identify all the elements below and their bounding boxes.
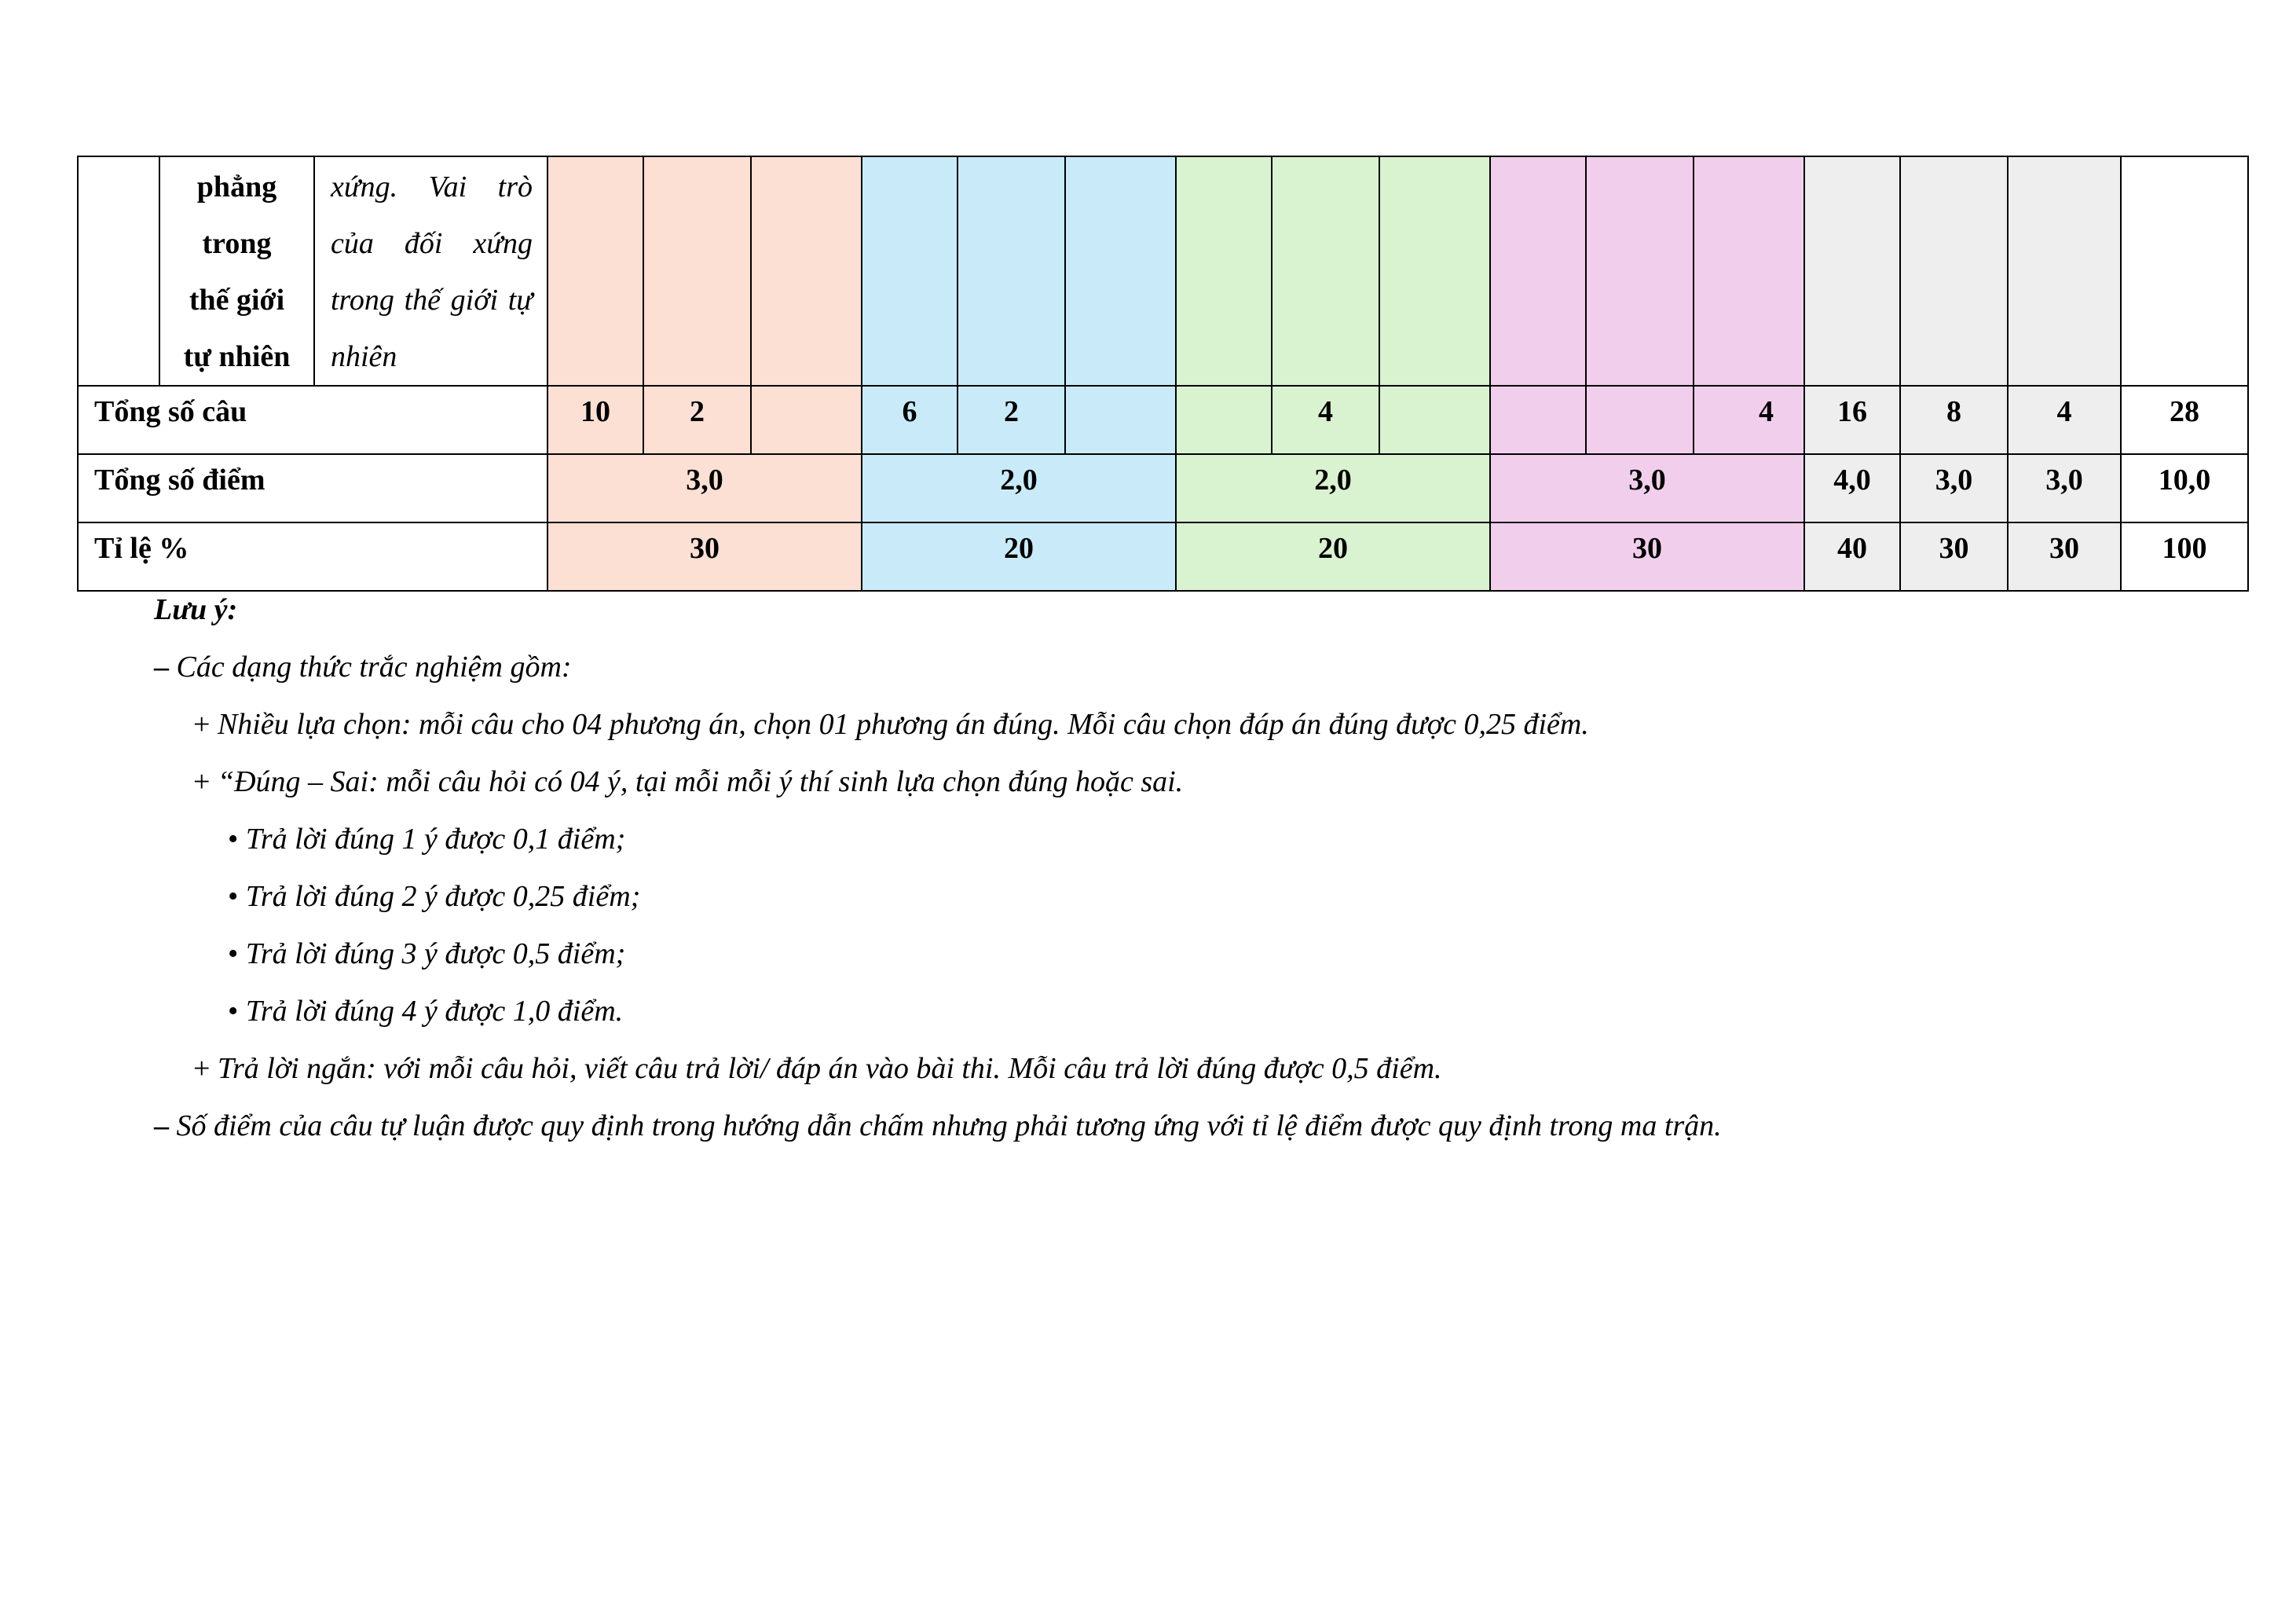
points-cell: 3,0 bbox=[2008, 454, 2121, 522]
count-cell: 28 bbox=[2121, 386, 2248, 454]
bullet-icon: • bbox=[228, 937, 239, 970]
count-cell: 4 bbox=[1694, 386, 1804, 454]
notes-title: Lưu ý: bbox=[154, 593, 238, 626]
plus-marker: + bbox=[193, 765, 211, 798]
count-cell bbox=[751, 386, 862, 454]
total-questions-row bbox=[78, 386, 2248, 454]
count-cell bbox=[1379, 386, 1490, 454]
formats-heading bbox=[154, 639, 2196, 696]
matrix-cell bbox=[1379, 156, 1490, 386]
tf-score-item bbox=[228, 868, 2196, 926]
percent-cell: 30 bbox=[1900, 522, 2008, 591]
matrix-cell bbox=[1176, 156, 1272, 386]
short-answer-text: Trả lời ngắn: với mỗi câu hỏi, viết câu trả lời/ đáp án vào bài thi. Mỗi câu trả lời đúng được 0,5 điểm. bbox=[217, 1052, 1442, 1085]
plus-marker: + bbox=[193, 708, 211, 741]
matrix-cell bbox=[1272, 156, 1379, 386]
short-answer-note bbox=[193, 1040, 2196, 1098]
bullet-icon: • bbox=[228, 995, 239, 1028]
row-label: Tỉ lệ % bbox=[78, 522, 547, 591]
points-cell: 3,0 bbox=[1900, 454, 2008, 522]
multiple-choice-note bbox=[193, 696, 2196, 753]
total-points-row bbox=[78, 454, 2248, 522]
description-cell: xứng. Vai trò của đối xứng trong thế giới tự nhiên bbox=[314, 156, 547, 386]
bullet-icon: • bbox=[228, 880, 239, 913]
matrix-cell bbox=[2121, 156, 2248, 386]
topic-cell bbox=[159, 156, 314, 386]
plus-marker: + bbox=[193, 1052, 211, 1085]
matrix-cell bbox=[1900, 156, 2008, 386]
row-label: Tổng số câu bbox=[78, 386, 547, 454]
percentage-row bbox=[78, 522, 2248, 591]
dash-marker: – bbox=[154, 651, 169, 684]
count-cell bbox=[1490, 386, 1586, 454]
count-cell: 16 bbox=[1804, 386, 1900, 454]
notes-section bbox=[154, 581, 2196, 1155]
exam-matrix-table bbox=[77, 156, 2249, 592]
dash-marker: – bbox=[154, 1109, 169, 1142]
points-cell: 4,0 bbox=[1804, 454, 1900, 522]
count-cell bbox=[1065, 386, 1176, 454]
true-false-text: “Đúng – Sai: mỗi câu hỏi có 04 ý, tại mỗi mỗi ý thí sinh lựa chọn đúng hoặc sai. bbox=[217, 765, 1184, 798]
matrix-cell bbox=[1586, 156, 1694, 386]
formats-heading-text: Các dạng thức trắc nghiệm gồm: bbox=[176, 651, 572, 684]
matrix-cell bbox=[958, 156, 1065, 386]
matrix-cell bbox=[1490, 156, 1586, 386]
points-cell: 2,0 bbox=[862, 454, 1176, 522]
matrix-cell bbox=[1694, 156, 1804, 386]
matrix-cell bbox=[2008, 156, 2121, 386]
count-cell bbox=[1176, 386, 1272, 454]
count-cell: 2 bbox=[643, 386, 751, 454]
matrix-cell bbox=[547, 156, 643, 386]
points-cell: 3,0 bbox=[1490, 454, 1804, 522]
percent-cell: 100 bbox=[2121, 522, 2248, 591]
tf-score-text: Trả lời đúng 4 ý được 1,0 điểm. bbox=[245, 995, 624, 1028]
tf-score-item bbox=[228, 983, 2196, 1040]
count-cell: 4 bbox=[2008, 386, 2121, 454]
matrix-cell bbox=[862, 156, 958, 386]
percent-cell: 40 bbox=[1804, 522, 1900, 591]
tf-score-text: Trả lời đúng 3 ý được 0,5 điểm; bbox=[245, 937, 626, 970]
tf-score-text: Trả lời đúng 2 ý được 0,25 điểm; bbox=[245, 880, 641, 913]
bullet-icon: • bbox=[228, 823, 239, 856]
row-label: Tổng số điểm bbox=[78, 454, 547, 522]
multiple-choice-text: Nhiều lựa chọn: mỗi câu cho 04 phương án, chọn 01 phương án đúng. Mỗi câu chọn đáp án đúng được 0,25 điểm. bbox=[217, 708, 1589, 741]
count-cell bbox=[1586, 386, 1694, 454]
points-cell: 2,0 bbox=[1176, 454, 1490, 522]
matrix-cell bbox=[643, 156, 751, 386]
true-false-note bbox=[193, 753, 2196, 811]
points-cell: 10,0 bbox=[2121, 454, 2248, 522]
count-cell: 4 bbox=[1272, 386, 1379, 454]
tf-score-item bbox=[228, 811, 2196, 868]
percent-cell: 30 bbox=[547, 522, 862, 591]
matrix-cell bbox=[751, 156, 862, 386]
count-cell: 2 bbox=[958, 386, 1065, 454]
count-cell: 8 bbox=[1900, 386, 2008, 454]
percent-cell: 30 bbox=[1490, 522, 1804, 591]
essay-text: Số điểm của câu tự luận được quy định trong hướng dẫn chấm nhưng phải tương ứng với tỉ lệ điểm được quy định trong ma trận. bbox=[176, 1109, 1722, 1142]
percent-cell: 20 bbox=[1176, 522, 1490, 591]
topic-line: thế giới bbox=[189, 284, 285, 317]
matrix-cell bbox=[1804, 156, 1900, 386]
points-cell: 3,0 bbox=[547, 454, 862, 522]
essay-note bbox=[154, 1098, 2196, 1155]
tf-score-item bbox=[228, 926, 2196, 983]
tf-score-text: Trả lời đúng 1 ý được 0,1 điểm; bbox=[245, 823, 626, 856]
topic-line: phẳng bbox=[196, 170, 277, 203]
content-row bbox=[78, 156, 2248, 386]
count-cell: 10 bbox=[547, 386, 643, 454]
percent-cell: 30 bbox=[2008, 522, 2121, 591]
topic-line: trong bbox=[202, 227, 272, 260]
index-cell bbox=[78, 156, 159, 386]
count-cell: 6 bbox=[862, 386, 958, 454]
topic-line: tự nhiên bbox=[183, 340, 291, 373]
matrix-cell bbox=[1065, 156, 1176, 386]
percent-cell: 20 bbox=[862, 522, 1176, 591]
